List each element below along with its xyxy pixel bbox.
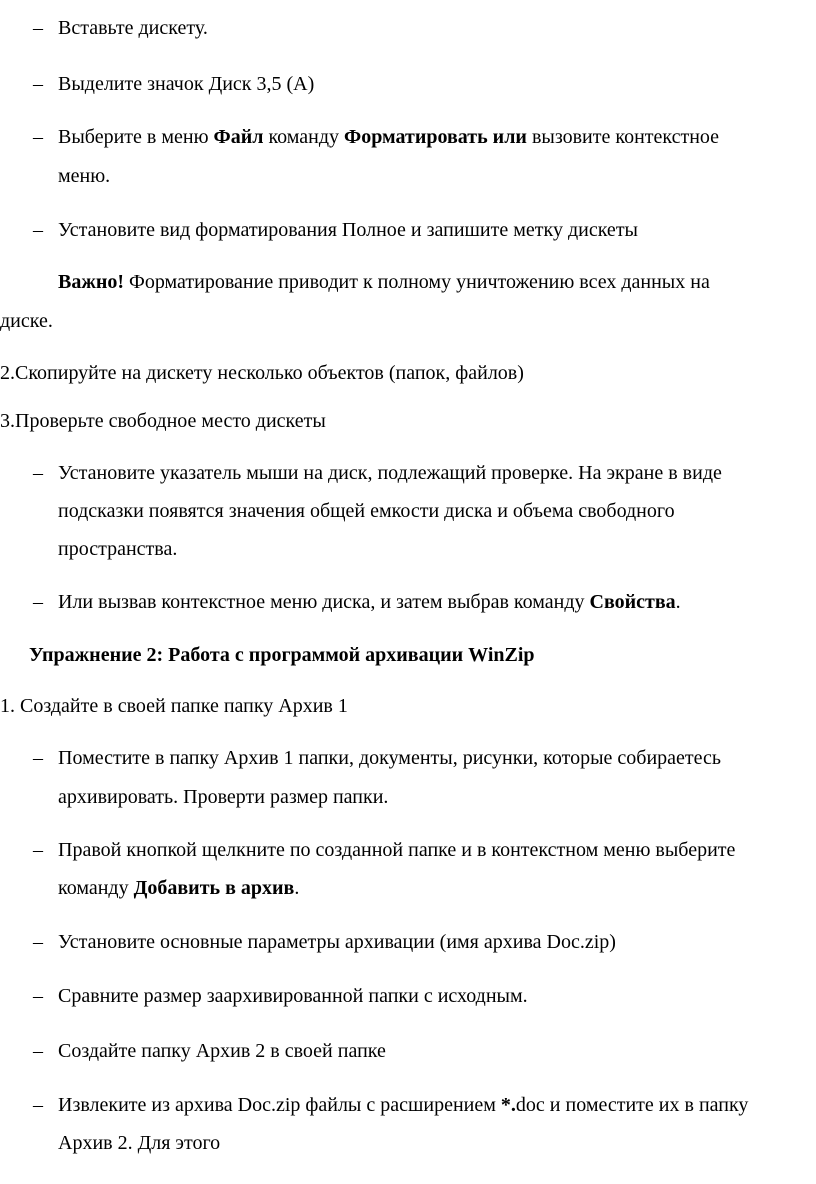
list-dash: – [33,219,43,241]
list-dash: – [33,462,43,484]
text-line: 3.Проверьте свободное место дискеты [0,410,326,432]
text-line: диске. [0,310,53,332]
list-dash: – [33,73,43,95]
list-dash: – [33,1040,43,1062]
text-line: Установите основные параметры архивации (имя архива Doc.zip) [58,931,616,953]
text-line: 1. Создайте в своей папке папку Архив 1 [0,695,348,717]
text-line: Извлеките из архива Doc.zip файлы с расширением *.doc и поместите их в папку [58,1094,749,1116]
text-line: подсказки появятся значения общей емкости диска и объема свободного [58,500,675,522]
text-line: меню. [58,165,111,187]
list-dash: – [33,985,43,1007]
list-dash: – [33,591,43,613]
list-dash: – [33,747,43,769]
list-dash: – [33,1094,43,1116]
text-line: 2.Скопируйте на дискету несколько объектов (папок, файлов) [0,362,524,384]
list-dash: – [33,17,43,39]
list-dash: – [33,931,43,953]
text-line: Установите указатель мыши на диск, подлежащий проверке. На экране в виде [58,462,722,484]
list-dash: – [33,839,43,861]
text-line: Поместите в папку Архив 1 папки, документы, рисунки, которые собираетесь [58,747,722,769]
text-line: Правой кнопкой щелкните по созданной папке и в контекстном меню выберите [58,839,736,861]
text-line: Выделите значок Диск 3,5 (А) [58,73,315,95]
exercise-heading: Упражнение 2: Работа с программой архивации WinZip [29,644,535,666]
text-line: Вставьте дискету. [58,17,208,39]
text-line: Создайте папку Архив 2 в своей папке [58,1040,386,1062]
text-line: Выберите в меню Файл команду Форматировать или вызовите контекстное [58,126,720,148]
text-line: Или вызвав контекстное меню диска, и затем выбрав команду Свойства. [58,591,681,613]
list-dash: – [33,126,43,148]
text-line: команду Добавить в архив. [58,877,300,899]
text-line: Важно! Форматирование приводит к полному уничтожению всех данных на [58,271,710,293]
text-line: архивировать. Проверти размер папки. [58,786,389,808]
text-line: пространства. [58,538,178,560]
text-line: Установите вид форматирования Полное и запишите метку дискеты [58,219,638,241]
text-line: Архив 2. Для этого [58,1132,221,1154]
text-line: Сравните размер заархивированной папки с исходным. [58,985,528,1007]
